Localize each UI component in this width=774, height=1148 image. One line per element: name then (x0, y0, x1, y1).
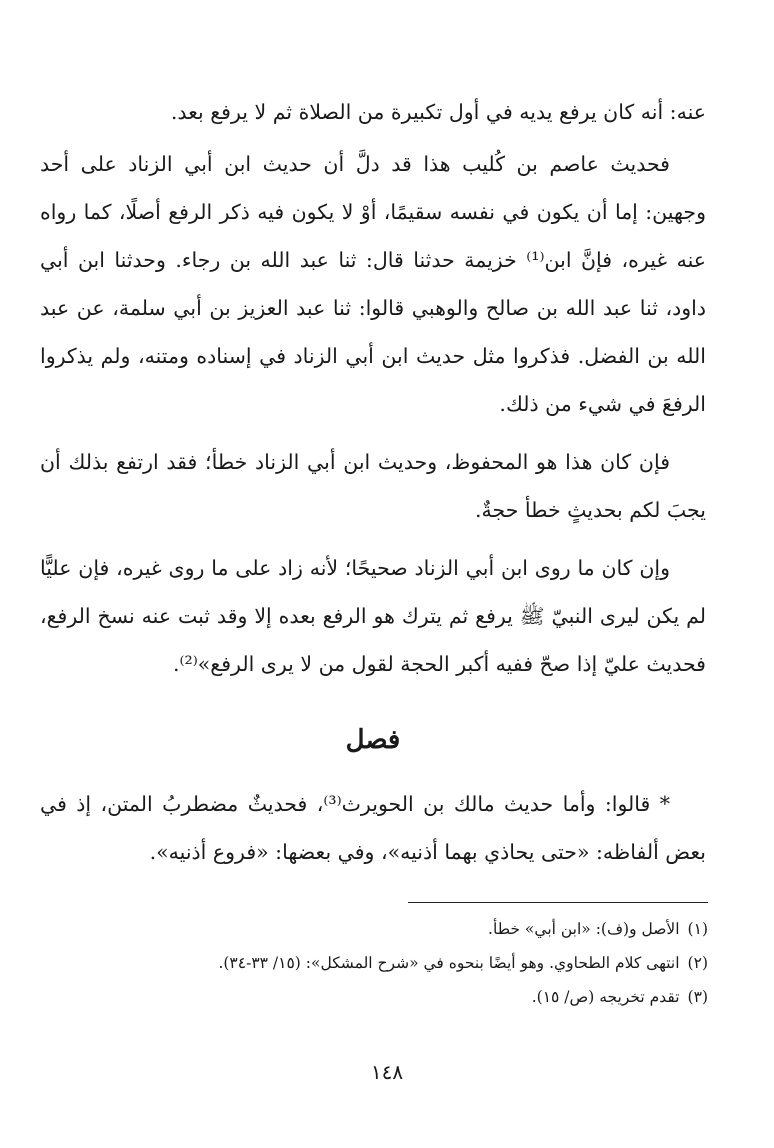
footnote-text: انتهى كلام الطحاوي. وهو أيضًا بنحوه في «شرح المشكل»: (١٥/ ٣٣-٣٤). (218, 954, 680, 972)
footnote-1 (68, 912, 708, 946)
main-text (40, 88, 706, 876)
paragraph-3: فإن كان هذا هو المحفوظ، وحديث ابن أبي الزناد خطأ؛ فقد ارتفع بذلك أن يجبَ لكم بحديثٍ خطأ حجةٌ. (40, 450, 706, 522)
section-heading: فصل (345, 725, 401, 755)
section-paragraph: * قالوا: وأما حديث مالك بن الحويرث⁽³⁾، فحديثٌ مضطربُ المتن، إذ في بعض ألفاظه: «حتى يحاذي بهما أذنيه»، وفي بعضها: «فروع أذنيه». (40, 792, 706, 864)
paragraph-2: فحديث عاصم بن كُليب هذا قد دلَّ أن حديث ابن أبي الزناد على أحد وجهين: إما أن يكون في نفسه سقيمًا، أوْ لا يكون فيه ذكر الرفع أصلًا، كما رواه عنه غيره، فإنَّ ابن⁽¹⁾ خزيمة حدثنا قال: ثنا عبد الله بن رجاء. وحدثنا ابن أبي داود، ثنا عبد الله بن صالح والوهبي قالوا: ثنا عبد العزيز بن أبي سلمة، عن عبد الله بن الفضل. فذكروا مثل حديث ابن أبي الزناد في إسناده ومتنه، ولم يذكروا الرفعَ في شيء من ذلك. (40, 152, 706, 416)
page-number: ١٤٨ (370, 1060, 404, 1084)
footnote-number: (١) (687, 920, 708, 938)
footnote-2 (68, 946, 708, 980)
footnote-number: (٣) (687, 988, 708, 1006)
paragraph-4: وإن كان ما روى ابن أبي الزناد صحيحًا؛ لأنه زاد على ما روى غيره، فإن عليًّا لم يكن ليرى النبيّ ﷺ يرفع ثم يترك هو الرفع بعده إلا وقد ثبت عنه نسخ الرفع، فحديث عليّ إذا صحّ ففيه أكبر الحجة لقول من لا يرى الرفع»⁽²⁾. (40, 556, 706, 676)
footnotes (68, 912, 708, 1014)
footnote-text: الأصل و(ف): «ابن أبي» خطأ. (488, 920, 680, 938)
footnote-divider (408, 902, 708, 903)
paragraph-1: عنه: أنه كان يرفع يديه في أول تكبيرة من الصلاة ثم لا يرفع بعد. (170, 100, 706, 124)
footnote-text: تقدم تخريجه (ص/ ١٥). (531, 988, 680, 1006)
footnote-number: (٢) (687, 954, 708, 972)
footnote-3 (68, 980, 708, 1014)
